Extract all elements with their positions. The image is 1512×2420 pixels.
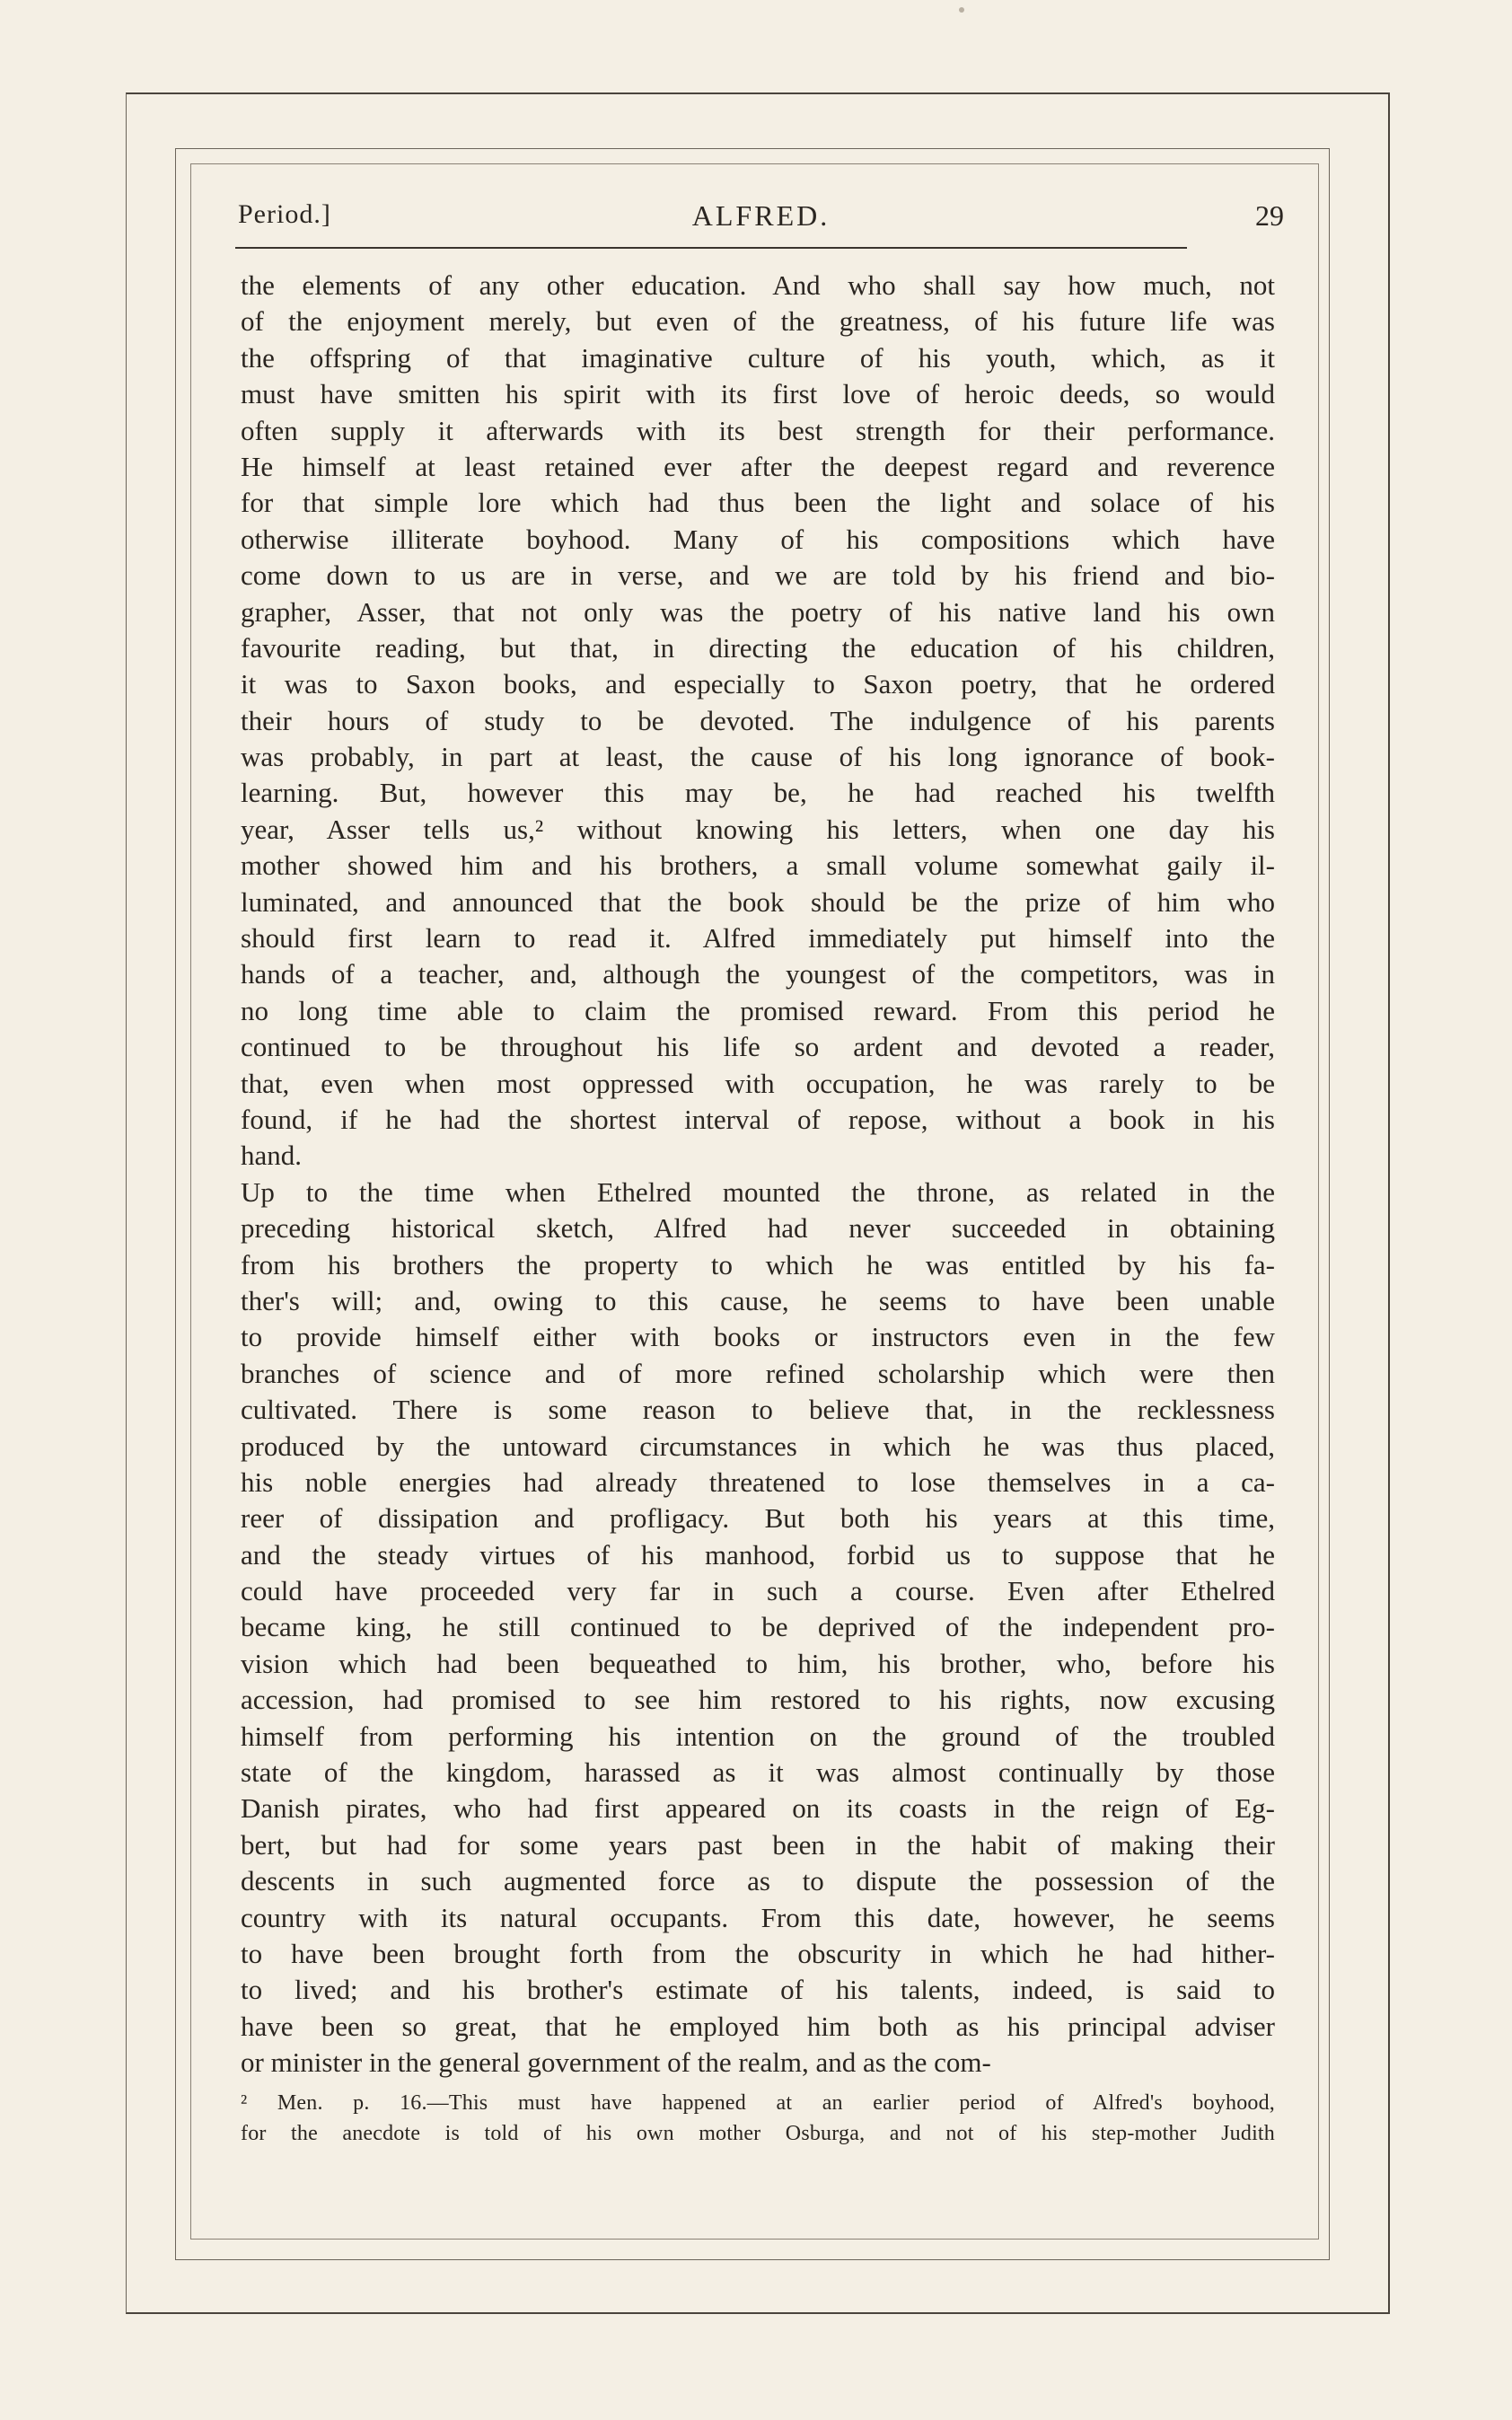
footnote: [241, 2088, 1275, 2149]
text-line: cultivated. There is some reason to believe that, in the recklessness: [241, 1394, 1275, 1426]
text-line: bert, but had for some years past been in the habit of making their: [241, 1828, 1275, 1861]
text-line: was probably, in part at least, the cause of his long ignorance of book-: [241, 741, 1275, 773]
text-line: of the enjoyment merely, but even of the greatness, of his future life was: [241, 305, 1275, 338]
text-line: Up to the time when Ethelred mounted the throne, as related in the: [241, 1175, 1275, 1208]
text-line: his noble energies had already threatened to lose themselves in a ca-: [241, 1465, 1275, 1498]
text-line: became king, he still continued to be deprived of the independent pro-: [241, 1611, 1275, 1643]
footnote-line: for the anecdote is told of his own mother Osburga, and not of his step-mother Judith: [241, 2122, 1275, 2145]
text-line: otherwise illiterate boyhood. Many of his compositions which have: [241, 523, 1275, 555]
text-line: learning. But, however this may be, he had reached his twelfth: [241, 777, 1275, 809]
text-line: the elements of any other education. And who shall say how much, not: [241, 269, 1275, 301]
text-line: ther's will; and, owing to this cause, he seems to have been unable: [241, 1284, 1275, 1316]
page-speck: [959, 7, 964, 13]
text-line: state of the kingdom, harassed as it was almost continually by those: [241, 1756, 1275, 1789]
running-head: [238, 199, 1284, 239]
text-line: country with its natural occupants. From this date, however, he seems: [241, 1901, 1275, 1933]
text-line: found, if he had the shortest interval of repose, without a book in his: [241, 1103, 1275, 1135]
text-line: reer of dissipation and profligacy. But both his years at this time,: [241, 1502, 1275, 1535]
running-head-title: ALFRED.: [691, 199, 831, 232]
running-head-period: Period.]: [238, 199, 331, 229]
text-line: accession, had promised to see him restored to his rights, now excusing: [241, 1684, 1275, 1716]
text-line: favourite reading, but that, in directing the education of his children,: [241, 631, 1275, 664]
text-line: from his brothers the property to which he was entitled by his fa-: [241, 1248, 1275, 1280]
text-line: continued to be throughout his life so ardent and devoted a reader,: [241, 1031, 1275, 1063]
text-line: must have smitten his spirit with its first love of heroic deeds, so would: [241, 378, 1275, 410]
text-line: luminated, and announced that the book should be the prize of him who: [241, 885, 1275, 918]
text-line: grapher, Asser, that not only was the poetry of his native land his own: [241, 595, 1275, 628]
header-rule: [235, 247, 1187, 249]
text-line: mother showed him and his brothers, a small volume somewhat gaily il-: [241, 849, 1275, 882]
text-line: the offspring of that imaginative culture of his youth, which, as it: [241, 341, 1275, 374]
text-line: hands of a teacher, and, although the youngest of the competitors, was in: [241, 958, 1275, 990]
text-line: year, Asser tells us,² without knowing his letters, when one day his: [241, 813, 1275, 845]
text-line: or minister in the general government of the realm, and as the com-: [241, 2046, 991, 2079]
text-line: have been so great, that he employed him both as his principal adviser: [241, 2010, 1275, 2042]
text-line: for that simple lore which had thus been the light and solace of his: [241, 487, 1275, 519]
text-line: their hours of study to be devoted. The indulgence of his parents: [241, 704, 1275, 736]
text-line: it was to Saxon books, and especially to Saxon poetry, that he ordered: [241, 668, 1275, 700]
text-line: branches of science and of more refined scholarship which were then: [241, 1357, 1275, 1389]
text-line: could have proceeded very far in such a course. Even after Ethelred: [241, 1575, 1275, 1607]
text-line: hand.: [241, 1140, 303, 1172]
text-line: He himself at least retained ever after the deepest regard and reverence: [241, 450, 1275, 482]
text-line: descents in such augmented force as to dispute the possession of the: [241, 1865, 1275, 1897]
text-line: no long time able to claim the promised reward. From this period he: [241, 994, 1275, 1026]
text-line: to provide himself either with books or instructors even in the few: [241, 1321, 1275, 1353]
body-text: [241, 268, 1275, 2081]
text-line: to lived; and his brother's estimate of his talents, indeed, is said to: [241, 1974, 1275, 2006]
text-line: to have been brought forth from the obscurity in which he had hither-: [241, 1937, 1275, 1969]
text-line: himself from performing his intention on the ground of the troubled: [241, 1720, 1275, 1752]
text-line: Danish pirates, who had first appeared on its coasts in the reign of Eg-: [241, 1792, 1275, 1825]
text-line: often supply it afterwards with its best strength for their performance.: [241, 414, 1275, 446]
text-line: should first learn to read it. Alfred immediately put himself into the: [241, 922, 1275, 955]
text-line: come down to us are in verse, and we are told by his friend and bio-: [241, 559, 1275, 592]
text-line: that, even when most oppressed with occupation, he was rarely to be: [241, 1067, 1275, 1099]
footnote-line: ² Men. p. 16.—This must have happened at an earlier period of Alfred's boyhood,: [241, 2091, 1275, 2115]
page-number: 29: [1255, 199, 1284, 232]
text-line: preceding historical sketch, Alfred had never succeeded in obtaining: [241, 1212, 1275, 1245]
text-line: produced by the untoward circumstances in which he was thus placed,: [241, 1430, 1275, 1462]
text-line: and the steady virtues of his manhood, forbid us to suppose that he: [241, 1538, 1275, 1571]
text-line: vision which had been bequeathed to him, his brother, who, before his: [241, 1647, 1275, 1679]
